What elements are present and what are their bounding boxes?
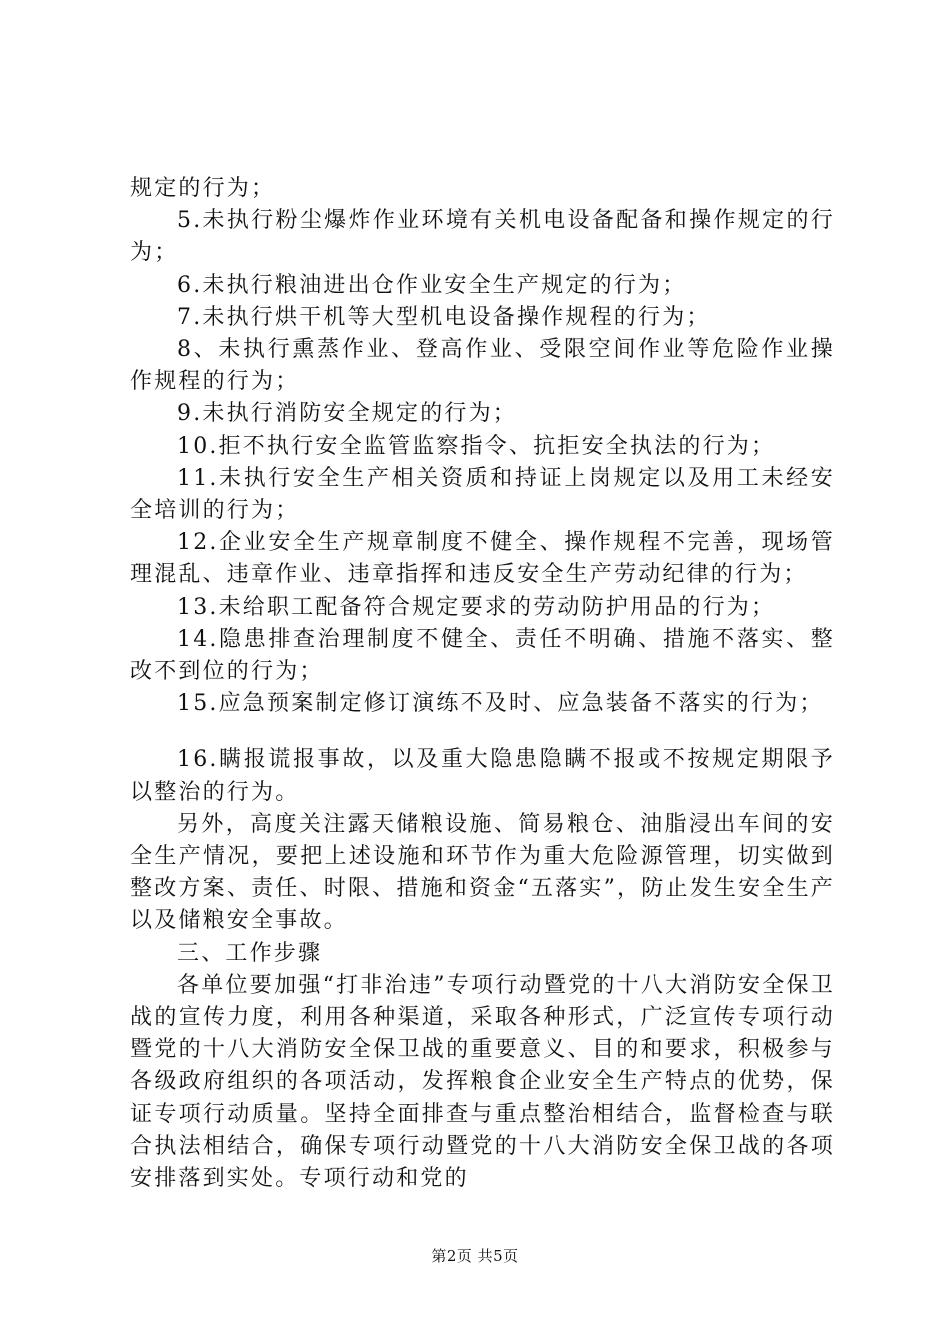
- paragraph-item-9: 9.未执行消防安全规定的行为；: [177, 401, 517, 427]
- section-heading-work-steps: 三、工作步骤: [177, 940, 323, 966]
- document-body: [130, 173, 835, 1195]
- paragraph-item-10: 10.拒不执行安全监管监察指令、抗拒安全执法的行为；: [177, 433, 776, 459]
- paragraph-spacer: [130, 720, 835, 744]
- page-footer: 第2页 共5页: [431, 1247, 519, 1265]
- paragraph-item-13: 13.未给职工配备符合规定要求的劳动防护用品的行为；: [177, 594, 776, 620]
- paragraph-item-8: 8、未执行熏蒸作业、登高作业、受限空间作业等危险作业操作规程的行为；: [130, 337, 835, 395]
- paragraph-item-16: 16.瞒报谎报事故，以及重大隐患隐瞒不报或不按规定期限予以整治的行为。: [130, 747, 835, 805]
- paragraph-additional-note: 另外，高度关注露天储粮设施、简易粮仓、油脂浸出车间的安全生产情况，要把上述设施和环节作为重大危险源管理，切实做到整改方案、责任、时限、措施和资金“五落实”，防止发生安全生产以及储粮安全事故。: [130, 811, 835, 934]
- paragraph-item-14: 14.隐患排查治理制度不健全、责任不明确、措施不落实、整改不到位的行为；: [130, 626, 835, 685]
- paragraph-item-12: 12.企业安全生产规章制度不健全、操作规程不完善，现场管理混乱、违章作业、违章指挥和违反安全生产劳动纪律的行为；: [130, 530, 835, 588]
- paragraph-item-5: 5.未执行粉尘爆炸作业环境有关机电设备配备和操作规定的行为；: [130, 208, 835, 266]
- paragraph-item-15: 15.应急预案制定修订演练不及时、应急装备不落实的行为；: [177, 691, 824, 717]
- paragraph-work-steps: 各单位要加强“打非治违”专项行动暨党的十八大消防安全保卫战的宣传力度，利用各种渠道，采取各种形式，广泛宣传专项行动暨党的十八大消防安全保卫战的重要意义、目的和要求，积极参与各级政府组织的各项活动，发挥粮食企业安全生产特点的优势，保证专项行动质量。坚持全面排查与重点整治相结合，监督检查与联合执法相结合，确保专项行动暨党的十八大消防安全保卫战的各项安排落到实处。专项行动和党的: [130, 972, 835, 1192]
- paragraph-item-11: 11.未执行安全生产相关资质和持证上岗规定以及用工未经安全培训的行为；: [130, 465, 835, 524]
- paragraph-item-7: 7.未执行烘干机等大型机电设备操作规程的行为；: [177, 304, 711, 330]
- paragraph-continuation: 规定的行为；: [130, 176, 276, 201]
- paragraph-item-6: 6.未执行粮油进出仓作业安全生产规定的行为；: [177, 272, 687, 298]
